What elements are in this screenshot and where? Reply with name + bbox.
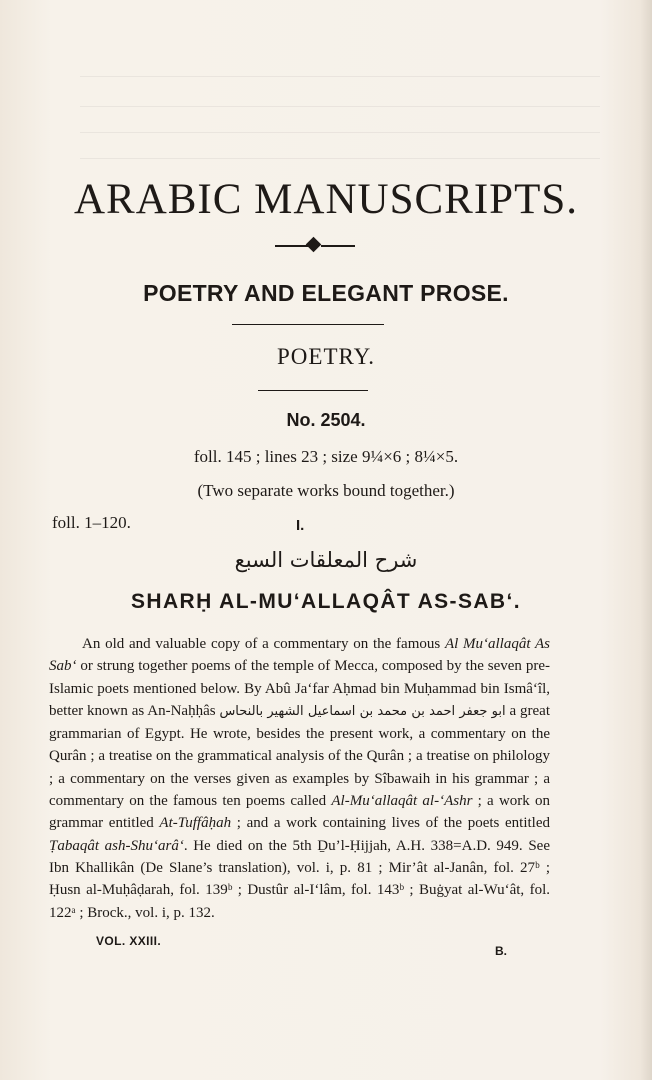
page-title: ARABIC MANUSCRIPTS.: [73, 176, 579, 223]
bleed-through-line: [80, 76, 600, 77]
ornament-line-right: [321, 245, 355, 247]
body-text-segment: ; a work on grammar entitled: [49, 793, 550, 832]
description-paragraph: [49, 633, 550, 924]
subsection-divider: [258, 390, 368, 391]
body-text-segment: An old and valuable copy of a commentary on the famous: [82, 636, 445, 652]
body-text-segment: ; and a work containing lives of the poets entitled: [231, 815, 550, 832]
arabic-title: شرح المعلقات السبع: [234, 548, 418, 572]
folio-range: foll. 1–120.: [52, 513, 131, 532]
body-text-segment: or strung together poems of the temple of Mecca, composed by the seven pre-Islamic poets mentioned below. By Abû Ja‘far Aḥmad bin Muḥammad bin Ismâ‘îl, better known as An-Naḥḥâs: [49, 658, 550, 719]
volume-signature: VOL. XXIII.: [96, 934, 162, 948]
manuscript-description: foll. 145 ; lines 23 ; size 9¼×6 ; 8¼×5.: [193, 447, 459, 466]
ornament-line-left: [275, 245, 309, 247]
part-label: I.: [296, 517, 305, 534]
section-divider: [232, 324, 384, 325]
section-title: POETRY AND ELEGANT PROSE.: [143, 280, 509, 306]
work-title-italic: Al Mu‘allaqât As Sab‘: [49, 636, 550, 675]
work-title-italic: Al-Mu‘allaqât al-‘Ashr: [331, 793, 473, 810]
work-heading: SHARḤ AL-MU‘ALLAQÂT AS-SAB‘.: [131, 590, 521, 613]
bleed-through-line: [80, 158, 600, 159]
manuscript-number: No. 2504.: [286, 410, 366, 430]
manuscript-note: (Two separate works bound together.): [197, 481, 455, 500]
work-title-italic: At-Tuffâḥah: [159, 815, 232, 832]
diamond-icon: [306, 237, 322, 253]
gathering-signature: B.: [495, 944, 507, 958]
bleed-through-line: [80, 106, 600, 107]
work-title-italic: Ṭabaqât ash-Shu‘arâ‘: [49, 837, 184, 854]
subsection-title: POETRY.: [277, 344, 375, 369]
paragraph-content: [49, 633, 550, 924]
body-text-segment: a great grammarian of Egypt. He wrote, besides the present work, a commentary on the Qurân ; a treatise on the grammatical analysis of the Qurân ; a treatise on philology ; a commentary on the verses given as examples by Sîbawaih in his grammar ; a commentary on the famous ten poems called: [49, 702, 550, 810]
bleed-through-line: [80, 132, 600, 133]
ornament-divider: [275, 238, 355, 254]
page-edge-shadow: [640, 0, 652, 1080]
arabic-inline-name: ابو جعفر احمد بن محمد بن اسماعيل الشهير بالنحاس: [219, 703, 506, 719]
body-text-segment: . He died on the 5th Ḏu’l-Ḥijjah, A.H. 338=A.D. 949. See Ibn Khallikân (De Slane’s translation), vol. i, p. 81 ; Mir’ât al-Janân, fol. 27ᵇ ; Ḥusn al-Muḥâḍarah, fol. 139ᵇ ; Dustûr al-I‘lâm, fol. 143ᵇ ; Buġyat al-Wu‘ât, fol. 122ᵃ ; Brock., vol. i, p. 132.: [49, 837, 550, 921]
